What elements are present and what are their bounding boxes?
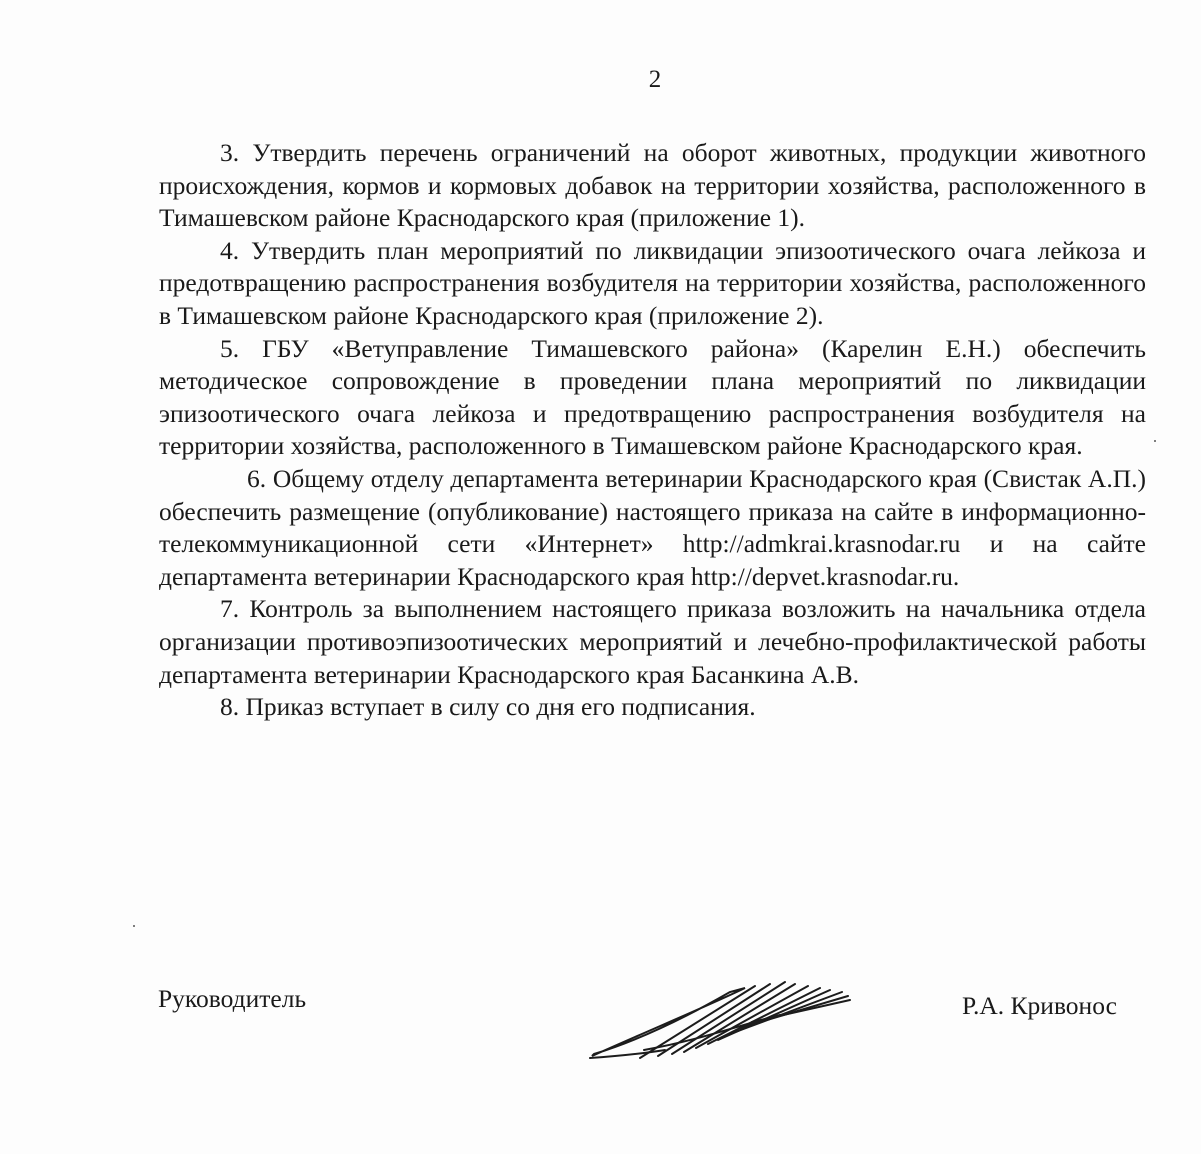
paragraph-5: 5. ГБУ «Ветуправление Тимашевского района» (Карелин Е.Н.) обеспечить методическое сопровождение в проведении плана мероприятий по ликвидации эпизоотического очага лейкоза и предотвращению распространения возбудителя на территории хозяйства, расположенного в Тимашевском районе Краснодарского края. [159, 333, 1146, 461]
handwritten-signature [580, 970, 860, 1070]
paragraph-8: 8. Приказ вступает в силу со дня его подписания. [220, 692, 756, 722]
paragraph-3: 3. Утвердить перечень ограничений на оборот животных, продукции животного происхождения, кормов и кормовых добавок на территории хозяйства, расположенного в Тимашевском районе Краснодарского края (приложение 1). [159, 138, 1146, 233]
document-body [159, 137, 1146, 724]
signatory-name: Р.А. Кривонос [962, 991, 1117, 1020]
scan-speck [1154, 440, 1156, 442]
paragraph-4: 4. Утвердить план мероприятий по ликвидации эпизоотического очага лейкоза и предотвращению распространения возбудителя на территории хозяйства, расположенного в Тимашевском районе Краснодарского края (приложение 2). [159, 235, 1146, 330]
signatory-title: Руководитель [158, 984, 307, 1013]
paragraph-6: 6. Общему отделу департамента ветеринарии Краснодарского края (Свистак А.П.) обеспечить размещение (опубликование) настоящего приказа на сайте в информационно-телекоммуникационной сети «Интернет» http://admkrai.krasnodar.ru и на сайте департамента ветеринарии Краснодарского края http://depvet.krasnodar.ru. [159, 463, 1146, 591]
page-number: 2 [648, 66, 662, 93]
scan-speck [133, 925, 135, 927]
paragraph-7: 7. Контроль за выполнением настоящего приказа возложить на начальника отдела организации противоэпизоотических мероприятий и лечебно-профилактической работы департамента ветеринарии Краснодарского края Басанкина А.В. [159, 594, 1146, 689]
